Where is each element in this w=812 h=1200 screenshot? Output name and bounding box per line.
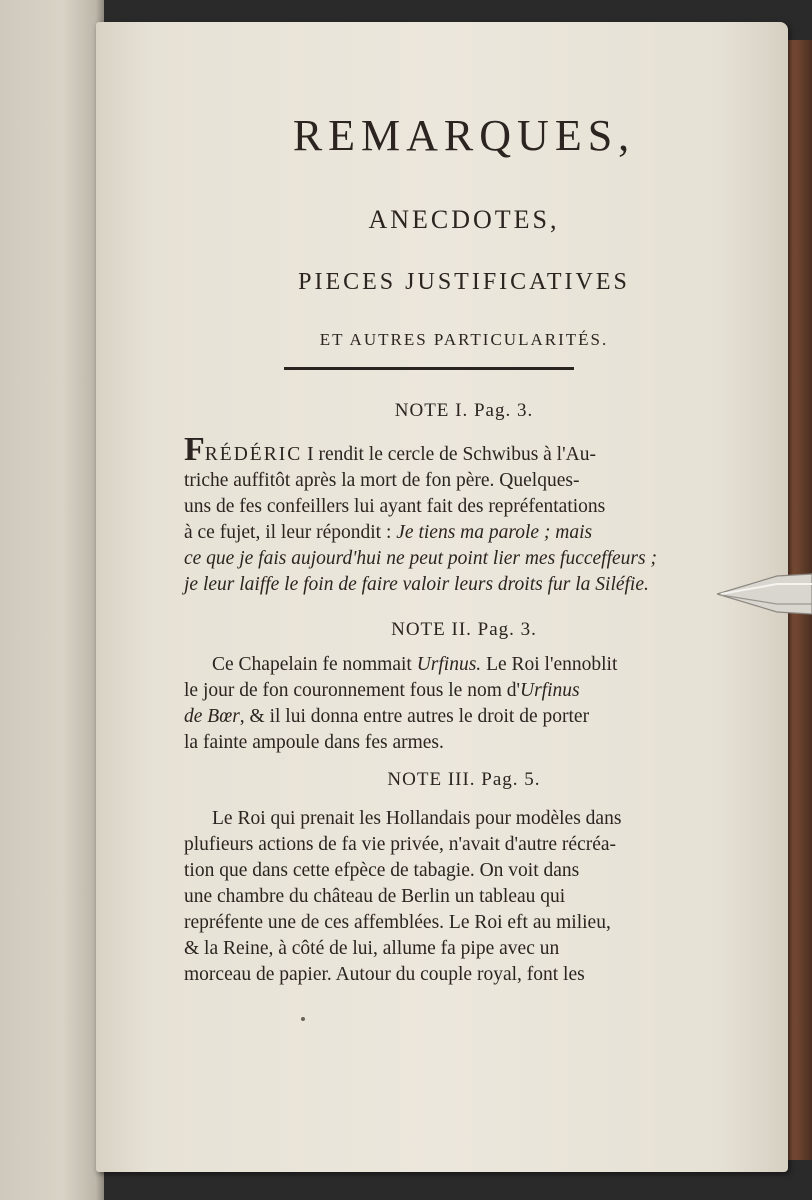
bookmark-clip-icon bbox=[717, 570, 812, 618]
subtitle-particularites: ET AUTRES PARTICULARITÉS. bbox=[319, 330, 609, 349]
facing-page bbox=[0, 0, 104, 1200]
text-line: ce que je fais aujourd'hui ne peut point lier mes fucceffeurs ; bbox=[184, 548, 657, 569]
main-title: REMARQUES, bbox=[292, 111, 636, 160]
text-line: triche auffitôt après la mort de fon père. Quelques- bbox=[184, 470, 580, 491]
text-line: morceau de papier. Autour du couple royal, font les bbox=[184, 964, 585, 985]
book-page bbox=[96, 22, 788, 1172]
line-text: le jour de fon couronnement fous le nom d' bbox=[184, 680, 521, 701]
text-line: tion que dans cette efpèce de tabagie. On voit dans bbox=[184, 860, 580, 881]
paper-speck bbox=[301, 1017, 305, 1021]
subtitle-anecdotes: ANECDOTES, bbox=[368, 205, 560, 234]
text-line bbox=[184, 704, 744, 730]
text-line: uns de fes confeillers lui ayant fait des repréfentations bbox=[184, 496, 606, 517]
text-line bbox=[184, 431, 744, 468]
line-text: Ce Chapelain fe nommait bbox=[212, 654, 417, 675]
text-line: repréfente une de ces affemblées. Le Roi eft au milieu, bbox=[184, 912, 611, 933]
text-line: la fainte ampoule dans fes armes. bbox=[184, 732, 444, 753]
text-line bbox=[184, 678, 744, 704]
note-3-paragraph bbox=[184, 806, 744, 988]
text-line: je leur laiffe le foin de faire valoir leurs droits fur la Siléfie. bbox=[184, 574, 649, 595]
line-text: Le Roi l'ennoblit bbox=[481, 654, 618, 675]
note-1-heading: NOTE I. Pag. 3. bbox=[394, 400, 534, 421]
line-italic: Je tiens ma parole ; mais bbox=[396, 522, 593, 543]
line-smallcaps: RÉDÉRIC bbox=[204, 444, 303, 465]
text-line: & la Reine, à côté de lui, allume fa pipe avec un bbox=[184, 938, 560, 959]
subtitle-pieces: PIECES JUSTIFICATIVES bbox=[298, 269, 630, 295]
drop-cap: F bbox=[184, 431, 205, 468]
note-2-heading: NOTE II. Pag. 3. bbox=[391, 619, 537, 640]
text-line: Le Roi qui prenait les Hollandais pour modèles dans bbox=[212, 808, 622, 829]
text-line: une chambre du château de Berlin un tableau qui bbox=[184, 886, 566, 907]
line-text: à ce fujet, il leur répondit : bbox=[184, 522, 397, 543]
line-italic: Urfinus bbox=[520, 680, 580, 701]
line-text: , & il lui donna entre autres le droit de porter bbox=[239, 706, 590, 727]
note-2-paragraph bbox=[184, 652, 744, 756]
line-italic: Urfinus. bbox=[416, 654, 482, 675]
text-line: plufieurs actions de fa vie privée, n'avait d'autre récréa- bbox=[184, 834, 617, 855]
title-rule bbox=[284, 367, 574, 370]
line-italic: de Bœr bbox=[184, 706, 240, 727]
line-text: I rendit le cercle de Schwibus à l'Au- bbox=[302, 444, 596, 465]
note-1-paragraph bbox=[184, 431, 744, 598]
text-line bbox=[184, 520, 744, 546]
note-3-heading: NOTE III. Pag. 5. bbox=[387, 769, 541, 790]
text-line bbox=[184, 652, 744, 678]
